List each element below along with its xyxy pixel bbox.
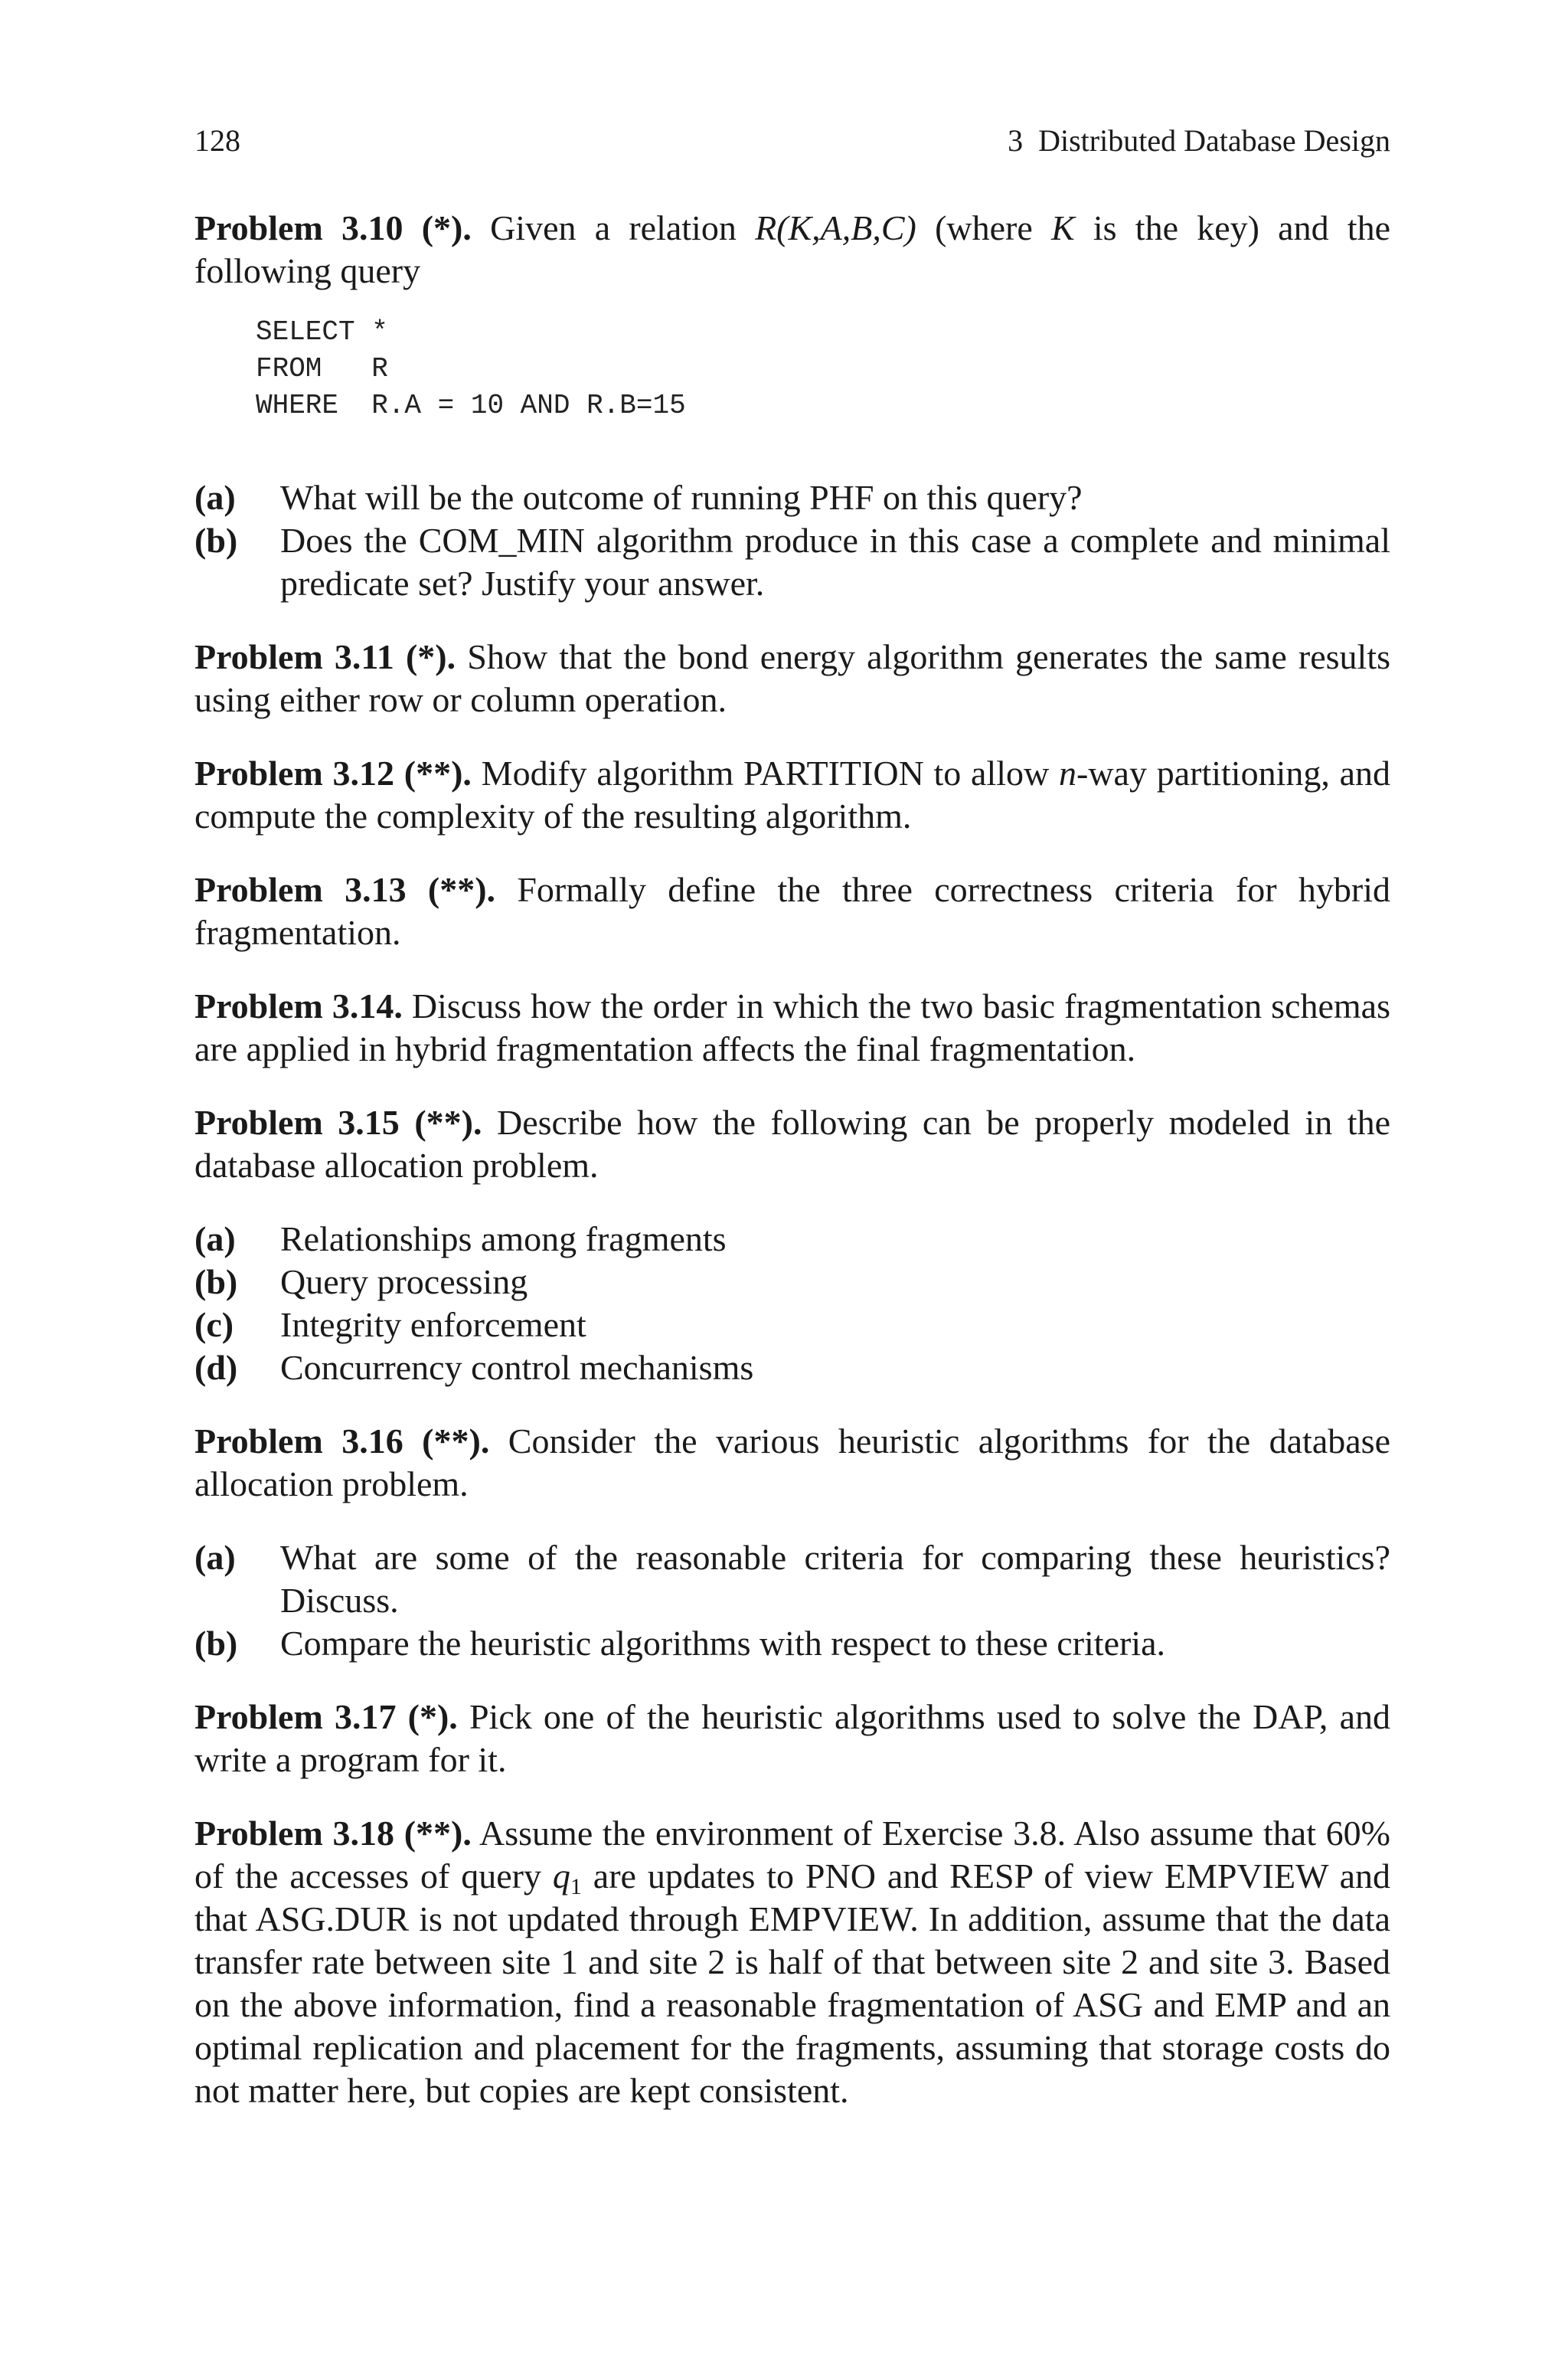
problem-title: Problem 3.14. bbox=[194, 986, 403, 1025]
problem-title: Problem 3.10 (*). bbox=[194, 208, 472, 247]
problem-title: Problem 3.11 (*). bbox=[194, 637, 456, 676]
problem-title: Problem 3.12 (**). bbox=[194, 754, 472, 793]
math-key: K bbox=[1051, 208, 1075, 247]
chapter-title: 3 Distributed Database Design bbox=[1008, 123, 1390, 158]
code-line: WHERE R.A = 10 AND R.B=15 bbox=[256, 390, 686, 421]
problem-3-16: Problem 3.16 (**). Consider the various heuristic algorithms for the database allocation problem. bbox=[194, 1421, 1390, 1503]
problem-3-16-parts bbox=[194, 1536, 1390, 1665]
list-item: (a) What will be the outcome of running PHF on this query? bbox=[194, 478, 1083, 517]
problem-3-14: Problem 3.14. Discuss how the order in which the two basic fragmentation schemas are applied in hybrid fragmentation affects the final fragmentation. bbox=[194, 986, 1390, 1068]
list-item: (b) Query processing bbox=[194, 1262, 528, 1301]
problem-title: Problem 3.13 (**). bbox=[194, 870, 496, 909]
math-n: n bbox=[1059, 754, 1077, 793]
running-head bbox=[194, 123, 1390, 168]
math-relation: R(K,A,B,C) bbox=[755, 208, 916, 247]
problem-3-10-parts bbox=[194, 476, 1390, 605]
problem-3-17: Problem 3.17 (*). Pick one of the heuristic algorithms used to solve the DAP, and write a program for it. bbox=[194, 1697, 1390, 1779]
problem-title: Problem 3.17 (*). bbox=[194, 1697, 458, 1736]
problem-title: Problem 3.16 (**). bbox=[194, 1421, 490, 1460]
problem-3-15: Problem 3.15 (**). Describe how the following can be properly modeled in the database allocation problem. bbox=[194, 1103, 1390, 1185]
problem-3-11: Problem 3.11 (*). Show that the bond energy algorithm generates the same results using either row or column operation. bbox=[194, 637, 1390, 719]
page bbox=[194, 123, 1390, 2112]
code-line: FROM R bbox=[256, 353, 388, 384]
list-item: (a) Relationships among fragments bbox=[194, 1219, 727, 1258]
list-item: (b) Does the COM_MIN algorithm produce in this case a complete and minimal predicate set? Justify your answer. bbox=[194, 521, 1390, 603]
list-item: (b) Compare the heuristic algorithms with respect to these criteria. bbox=[194, 1624, 1166, 1663]
problem-title: Problem 3.15 (**). bbox=[194, 1103, 482, 1142]
problem-3-18: Problem 3.18 (**). Assume the environment of Exercise 3.8. Also assume that 60% of the accesses of query $q_1$ are updates to PNO and RESP of view EMPVIEW and that ASG.DUR is not updated through EMPVIEW. In addition, assume that the data transfer rate between site 1 and site 2 is half of that between site 2 and site 3. Based on the above information, find a reasonable fragmentation of ASG and EMP and an optimal replication and placement for the fragments, assuming that storage costs do not matter here, but copies are kept consistent. bbox=[194, 1814, 1391, 2110]
problem-3-13: Problem 3.13 (**). Formally define the three correctness criteria for hybrid fragmentation. bbox=[194, 870, 1391, 952]
math-q: q bbox=[552, 1856, 570, 1896]
problem-3-15-parts bbox=[194, 1218, 1390, 1389]
list-item: (c) Integrity enforcement bbox=[194, 1305, 586, 1344]
page-number: 128 bbox=[194, 123, 240, 158]
list-item: (a) What are some of the reasonable criteria for comparing these heuristics? Discuss. bbox=[194, 1538, 1390, 1620]
problem-title: Problem 3.18 (**). bbox=[194, 1814, 472, 1853]
problem-3-10: Problem 3.10 (*). Given a relation R(K,A,B,C) (where K is the key) and the following query bbox=[194, 208, 1391, 290]
code-line: SELECT * bbox=[256, 316, 388, 348]
sql-code-block bbox=[256, 314, 1390, 424]
math-q-subscript: 1 bbox=[570, 1874, 582, 1899]
list-item: (d) Concurrency control mechanisms bbox=[194, 1348, 754, 1387]
problem-3-12: Problem 3.12 (**). Modify algorithm PARTITION to allow n-way partitioning, and compute the complexity of the resulting algorithm. bbox=[194, 754, 1391, 836]
